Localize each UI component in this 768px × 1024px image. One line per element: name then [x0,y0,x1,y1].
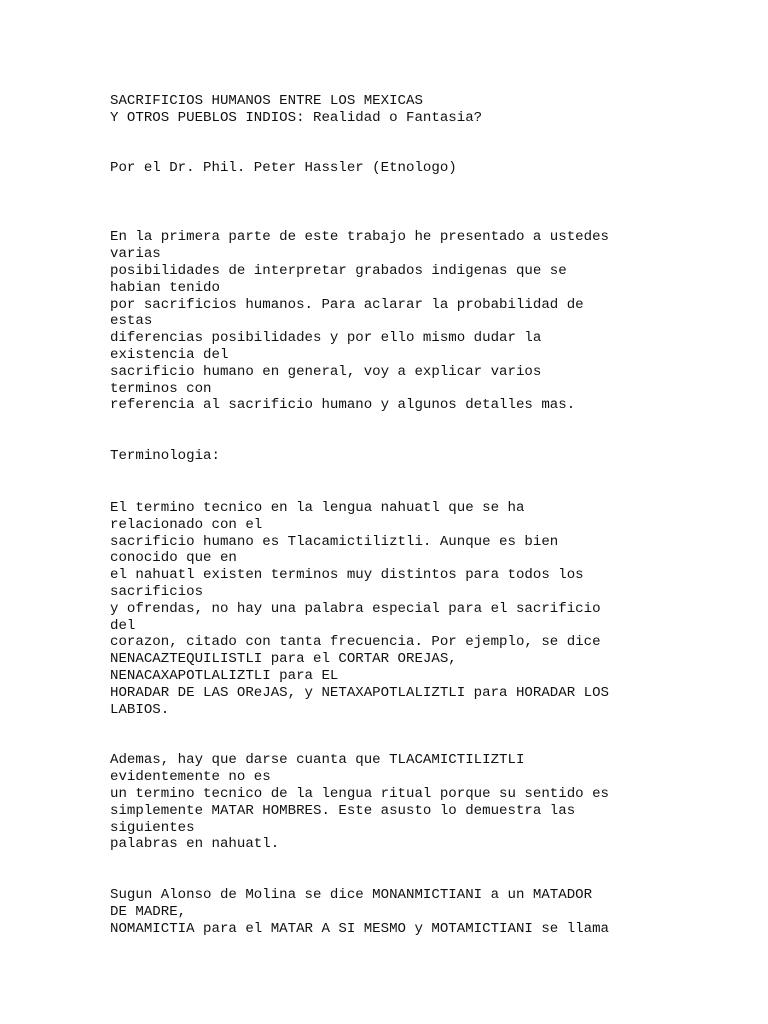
paragraph-ademas [110,752,750,853]
text-line: un termino tecnico de la lengua ritual porque su sentido es [110,785,609,802]
text-line: estas [110,313,153,330]
text-line: del [110,617,136,634]
document-author [110,160,750,177]
text-line: diferencias posibilidades y por ello mismo dudar la [110,330,542,347]
text-line: evidentemente no es [110,769,271,786]
text-line: palabras en nahuatl. [110,836,280,853]
text-line: sacrificios [110,583,204,600]
text-line: DE MADRE, [110,903,187,920]
text-line: existencia del [110,346,229,363]
text-line: habian tenido [110,279,220,296]
text-line: posibilidades de interpretar grabados indigenas que se [110,262,567,279]
heading-line: Terminologia: [110,448,220,465]
text-line: siguientes [110,819,195,836]
text-line: el nahuatl existen terminos muy distintos para todos los [110,567,584,584]
text-line: HORADAR DE LAS OReJAS, y NETAXAPOTLALIZTLI para HORADAR LOS [110,684,609,701]
text-line: por sacrificios humanos. Para aclarar la probabilidad de [110,296,584,313]
text-line: relacionado con el [110,516,263,533]
text-line: terminos con [110,380,212,397]
text-line: El termino tecnico en la lengua nahuatl que se ha [110,499,525,516]
title-line: SACRIFICIOS HUMANOS ENTRE LOS MEXICAS [110,93,423,109]
text-line: En la primera parte de este trabajo he presentado a ustedes [110,229,609,246]
text-line: NENACAZTEQUILISTLI para el CORTAR OREJAS, [110,651,457,668]
text-line: NOMAMICTIA para el MATAR A SI MESMO y MOTAMICTIANI se llama [110,920,609,937]
text-line: y ofrendas, no hay una palabra especial para el sacrificio [110,600,601,617]
text-line: referencia al sacrificio humano y algunos detalles mas. [110,397,576,414]
text-line: Ademas, hay que darse cuanta que TLACAMICTILIZTLI [110,752,525,769]
text-line: sacrificio humano en general, voy a explicar varios [110,363,542,380]
text-line: conocido que en [110,550,237,567]
text-line: NENACAXAPOTLALIZTLI para EL [110,667,339,684]
paragraph-intro [110,229,750,414]
paragraph-molina [110,887,750,937]
text-line: corazon, citado con tanta frecuencia. Por ejemplo, se dice [110,634,601,651]
document-page [110,93,750,937]
author-line: Por el Dr. Phil. Peter Hassler (Etnologo) [110,159,457,176]
title-line: Y OTROS PUEBLOS INDIOS: Realidad o Fantasia? [110,109,483,126]
text-line: simplemente MATAR HOMBRES. Este asusto lo demuestra las [110,802,576,819]
document-title [110,93,750,127]
text-line: sacrificio humano es Tlacamictiliztli. Aunque es bien [110,533,559,550]
text-line: LABIOS. [110,701,170,718]
text-line: varias [110,246,161,263]
section-heading-terminology [110,448,750,465]
text-line: Sugun Alonso de Molina se dice MONANMICTIANI a un MATADOR [110,887,593,904]
paragraph-terminology [110,500,750,718]
